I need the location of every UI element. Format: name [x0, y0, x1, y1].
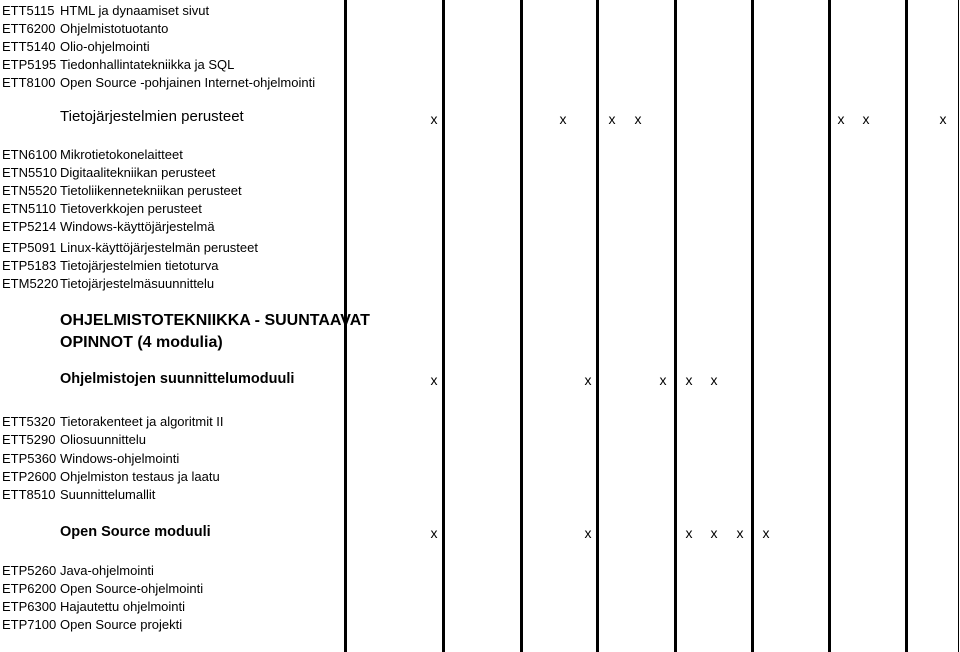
module-title: Open Source moduuli [60, 524, 211, 540]
section-heading-line2: OPINNOT (4 modulia) [60, 334, 223, 351]
course-name: Ohjelmiston testaus ja laatu [60, 469, 220, 484]
course-code: ETN6100 [2, 147, 57, 162]
course-code: ETN5110 [2, 201, 56, 216]
module-mark: x [430, 111, 438, 127]
course-code: ETP6300 [2, 599, 57, 614]
module-mark: x [762, 525, 770, 541]
course-name: Tietojärjestelmien tietoturva [60, 258, 219, 273]
section-heading-line1: OHJELMISTOTEKNIIKKA - SUUNTAAVAT [60, 312, 370, 329]
module-mark: x [430, 372, 438, 388]
course-code: ETP5214 [2, 219, 57, 234]
course-code: ETP7100 [2, 617, 57, 632]
course-name: Open Source -pohjainen Internet-ohjelmointi [60, 75, 316, 90]
course-code: ETT6200 [2, 21, 56, 36]
module-mark: x [862, 111, 870, 127]
module-title: Ohjelmistojen suunnittelumoduuli [60, 371, 295, 387]
module-mark: x [710, 525, 718, 541]
course-name: Open Source-ohjelmointi [60, 581, 204, 596]
course-name: Digitaalitekniikan perusteet [60, 165, 216, 180]
column-divider [520, 0, 523, 652]
module-mark: x [939, 111, 947, 127]
module-mark: x [608, 111, 616, 127]
course-name: Windows-ohjelmointi [60, 451, 180, 466]
column-divider [905, 0, 908, 652]
course-code: ETT5115 [2, 3, 55, 18]
course-name: Tietorakenteet ja algoritmit II [60, 414, 224, 429]
course-name: Suunnittelumallit [60, 487, 156, 502]
course-code: ETP5195 [2, 57, 57, 72]
course-code: ETP6200 [2, 581, 57, 596]
module-mark: x [634, 111, 642, 127]
course-name: Windows-käyttöjärjestelmä [60, 219, 215, 234]
course-code: ETP5091 [2, 240, 57, 255]
course-code: ETP5260 [2, 563, 57, 578]
module-mark: x [710, 372, 718, 388]
course-name: Oliosuunnittelu [60, 432, 146, 447]
column-divider [674, 0, 677, 652]
course-code: ETP5360 [2, 451, 57, 466]
course-name: Linux-käyttöjärjestelmän perusteet [60, 240, 258, 255]
module-mark: x [659, 372, 667, 388]
course-code: ETM5220 [2, 276, 59, 291]
course-name: Tiedonhallintatekniikka ja SQL [60, 57, 235, 72]
course-name: Tietoverkkojen perusteet [60, 201, 202, 216]
module-mark: x [584, 372, 592, 388]
course-name: Hajautettu ohjelmointi [60, 599, 186, 614]
right-border [958, 0, 959, 652]
course-code: ETN5520 [2, 183, 57, 198]
course-code: ETT8510 [2, 487, 56, 502]
course-code: ETT5320 [2, 414, 56, 429]
course-name: HTML ja dynaamiset sivut [60, 3, 210, 18]
course-code: ETP2600 [2, 469, 57, 484]
course-name: Tietojärjestelmäsuunnittelu [60, 276, 215, 291]
course-name: Ohjelmistotuotanto [60, 21, 169, 36]
column-divider [751, 0, 754, 652]
module-mark: x [685, 525, 693, 541]
course-code: ETT8100 [2, 75, 56, 90]
module-mark: x [685, 372, 693, 388]
course-name: Mikrotietokonelaitteet [60, 147, 183, 162]
course-name: Open Source projekti [60, 617, 183, 632]
column-divider [828, 0, 831, 652]
course-name: Olio-ohjelmointi [60, 39, 150, 54]
course-code: ETT5140 [2, 39, 56, 54]
course-code: ETP5183 [2, 258, 57, 273]
column-divider [596, 0, 599, 652]
module-mark: x [837, 111, 845, 127]
module-mark: x [430, 525, 438, 541]
module-mark: x [584, 525, 592, 541]
course-code: ETN5510 [2, 165, 57, 180]
module-mark: x [559, 111, 567, 127]
module-mark: x [736, 525, 744, 541]
column-divider [442, 0, 445, 652]
course-name: Tietoliikennetekniikan perusteet [60, 183, 242, 198]
module-title: Tietojärjestelmien perusteet [60, 108, 244, 125]
course-code: ETT5290 [2, 432, 56, 447]
course-name: Java-ohjelmointi [60, 563, 154, 578]
